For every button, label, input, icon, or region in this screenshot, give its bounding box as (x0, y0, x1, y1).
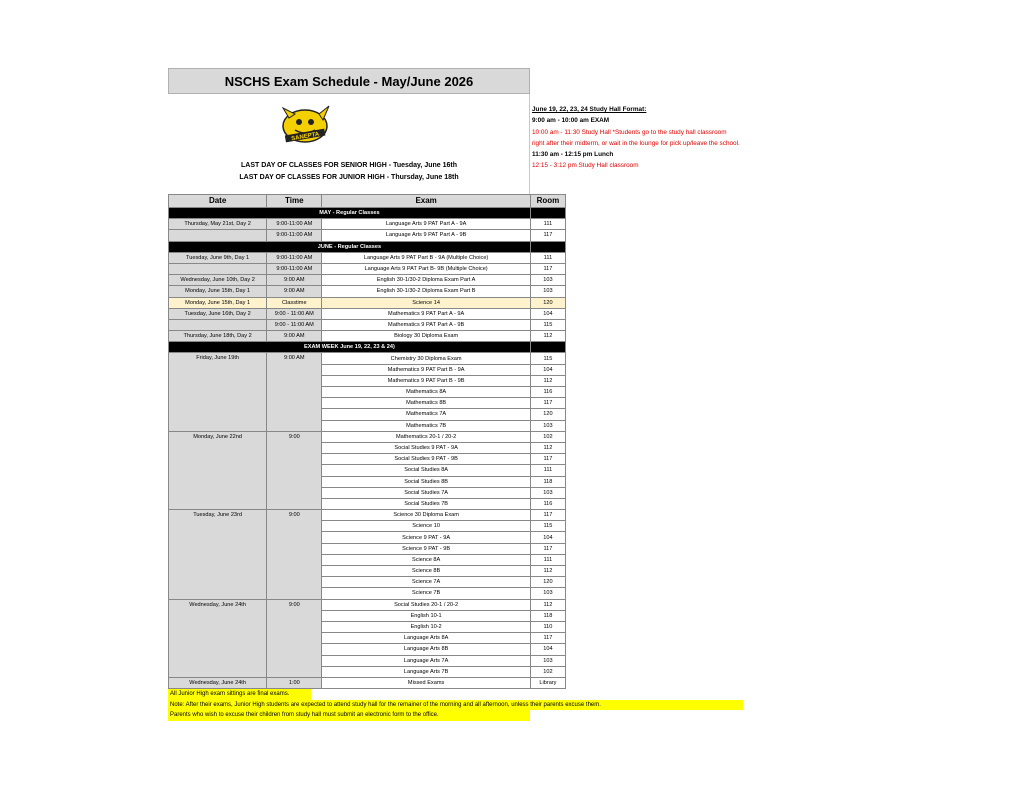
notes (168, 689, 743, 721)
exam-cell: Science 7B (322, 588, 531, 599)
room-cell: 120 (530, 577, 565, 588)
exam-cell: Language Arts 9 PAT Part B - 9A (Multiple Choice) (322, 252, 531, 263)
exam-cell: Mathematics 9 PAT Part A - 9A (322, 308, 531, 319)
date-cell: Friday, June 19th (169, 353, 267, 431)
time-cell: 9:00-11:00 AM (267, 252, 322, 263)
room-cell: 103 (530, 588, 565, 599)
page-title: NSCHS Exam Schedule - May/June 2026 (168, 68, 530, 94)
exam-cell: Social Studies 20-1 / 20-2 (322, 599, 531, 610)
section-room-empty (530, 241, 565, 252)
section-room-empty (530, 208, 565, 219)
table-row (169, 510, 566, 521)
exam-cell: Missed Exams (322, 677, 531, 688)
time-cell: 9:00-11:00 AM (267, 230, 322, 241)
room-cell: 103 (530, 420, 565, 431)
exam-cell: Science 30 Diploma Exam (322, 510, 531, 521)
note-study-hall: Note: After their exams, Junior High students are expected to attend study hall for the remainer of the morning and all afternoon, unless their parents excuse them. (168, 700, 743, 711)
exam-cell: Language Arts 9 PAT Part A - 9B (322, 230, 531, 241)
room-cell: 112 (530, 331, 565, 342)
room-cell: 111 (530, 252, 565, 263)
exam-cell: Mathematics 8A (322, 387, 531, 398)
exam-cell: Science 7A (322, 577, 531, 588)
exam-cell: Chemistry 30 Diploma Exam (322, 353, 531, 364)
study-hall-heading: June 19, 22, 23, 24 Study Hall Format: (532, 106, 647, 113)
exam-cell: Mathematics 7A (322, 409, 531, 420)
room-cell: 115 (530, 353, 565, 364)
time-cell: 9:00-11:00 AM (267, 219, 322, 230)
time-cell: 9:00 (267, 431, 322, 509)
room-cell: 104 (530, 532, 565, 543)
room-cell: 110 (530, 621, 565, 632)
table-row (169, 677, 566, 688)
exam-cell: Language Arts 7B (322, 666, 531, 677)
room-cell: 117 (530, 263, 565, 274)
room-cell: 103 (530, 275, 565, 286)
exam-cell: Social Studies 9 PAT - 9B (322, 454, 531, 465)
room-cell: 112 (530, 442, 565, 453)
last-day-senior-high: LAST DAY OF CLASSES FOR SENIOR HIGH - Tuesday, June 16th (241, 162, 457, 169)
date-cell: Tuesday, June 16th, Day 2 (169, 308, 267, 319)
time-cell: 9:00 AM (267, 275, 322, 286)
room-cell: 116 (530, 387, 565, 398)
study-hall-line: 10:00 am - 11:30 Study Hall *Students go to the study hall classroom (532, 128, 727, 136)
exam-cell: Science 9 PAT - 9A (322, 532, 531, 543)
column-header-exam: Exam (322, 195, 531, 208)
room-cell: 111 (530, 465, 565, 476)
room-cell: 117 (530, 230, 565, 241)
date-cell: Monday, June 15th, Day 1 (169, 286, 267, 297)
room-cell: 103 (530, 487, 565, 498)
header-block (168, 94, 530, 194)
time-cell: 9:00 - 11:00 AM (267, 319, 322, 330)
time-cell: 1:00 (267, 677, 322, 688)
table-row (169, 219, 566, 230)
room-cell: 102 (530, 431, 565, 442)
study-hall-line: 9:00 am - 10:00 am EXAM (532, 117, 610, 125)
room-cell: 103 (530, 655, 565, 666)
study-hall-format (532, 104, 740, 172)
exam-cell: Language Arts 8A (322, 633, 531, 644)
room-cell: 117 (530, 398, 565, 409)
date-cell (169, 319, 267, 330)
column-header-date: Date (169, 195, 267, 208)
room-cell: 120 (530, 409, 565, 420)
exam-cell: Social Studies 9 PAT - 9A (322, 442, 531, 453)
table-row (169, 353, 566, 364)
column-header-time: Time (267, 195, 322, 208)
exam-cell: Social Studies 7B (322, 498, 531, 509)
time-cell: 9:00-11:00 AM (267, 263, 322, 274)
exam-cell: Language Arts 9 PAT Part B- 9B (Multiple Choice) (322, 263, 531, 274)
table-row (169, 599, 566, 610)
room-cell: 117 (530, 633, 565, 644)
time-cell: 9:00 (267, 510, 322, 600)
room-cell: 104 (530, 308, 565, 319)
table-row (169, 275, 566, 286)
exam-cell: Science 8A (322, 554, 531, 565)
exam-cell: English 30-1/30-2 Diploma Exam Part B (322, 286, 531, 297)
svg-text:SANEPTA: SANEPTA (290, 131, 320, 143)
schedule-table (168, 194, 566, 689)
date-cell: Tuesday, June 9th, Day 1 (169, 252, 267, 263)
room-cell: 117 (530, 510, 565, 521)
room-cell: 112 (530, 375, 565, 386)
room-cell: 115 (530, 521, 565, 532)
table-row (169, 331, 566, 342)
exam-cell: Mathematics 9 PAT Part A - 9B (322, 319, 531, 330)
room-cell: 118 (530, 476, 565, 487)
exam-cell: Mathematics 9 PAT Part B - 9B (322, 375, 531, 386)
room-cell: 112 (530, 599, 565, 610)
time-cell: 9:00 - 11:00 AM (267, 308, 322, 319)
room-cell: 115 (530, 319, 565, 330)
table-row (169, 230, 566, 241)
room-cell: 111 (530, 554, 565, 565)
section-june (169, 241, 566, 252)
last-day-junior-high: LAST DAY OF CLASSES FOR JUNIOR HIGH - Thursday, June 18th (239, 174, 459, 181)
exam-cell: Science 10 (322, 521, 531, 532)
table-header-row (169, 195, 566, 208)
date-cell: Monday, June 22nd (169, 431, 267, 509)
exam-cell: Language Arts 9 PAT Part A - 9A (322, 219, 531, 230)
date-cell (169, 263, 267, 274)
table-row (169, 319, 566, 330)
study-hall-line: right after their midterm, or wait in the lounge for pick up/leave the school. (532, 139, 740, 147)
exam-cell: Mathematics 9 PAT Part B - 9A (322, 364, 531, 375)
table-row (169, 263, 566, 274)
room-cell: 102 (530, 666, 565, 677)
date-cell: Tuesday, June 23rd (169, 510, 267, 600)
section-label: JUNE - Regular Classes (169, 241, 531, 252)
room-cell: 118 (530, 610, 565, 621)
exam-cell: Biology 30 Diploma Exam (322, 331, 531, 342)
time-cell: 9:00 AM (267, 331, 322, 342)
time-cell: Classtime (267, 297, 322, 308)
exam-schedule-sheet (168, 68, 568, 689)
date-cell (169, 230, 267, 241)
table-row (169, 286, 566, 297)
date-cell: Wednesday, June 24th (169, 599, 267, 677)
table-row (169, 252, 566, 263)
exam-cell: Social Studies 7A (322, 487, 531, 498)
note-final-exams: All Junior High exam sittings are final exams. (168, 689, 311, 700)
time-cell: 9:00 AM (267, 286, 322, 297)
hornet-mascot-logo-icon (279, 102, 331, 146)
exam-cell: Social Studies 8B (322, 476, 531, 487)
section-label: MAY - Regular Classes (169, 208, 531, 219)
exam-cell: English 30-1/30-2 Diploma Exam Part A (322, 275, 531, 286)
exam-cell: Language Arts 7A (322, 655, 531, 666)
section-exam-week (169, 342, 566, 353)
section-room-empty (530, 342, 565, 353)
table-row (169, 297, 566, 308)
date-cell: Thursday, May 21st, Day 2 (169, 219, 267, 230)
date-cell: Thursday, June 18th, Day 2 (169, 331, 267, 342)
exam-cell: Social Studies 8A (322, 465, 531, 476)
exam-cell: Science 9 PAT - 9B (322, 543, 531, 554)
exam-cell: Mathematics 8B (322, 398, 531, 409)
note-excuse-form: Parents who wish to excuse their children from study hall must submit an electronic form to the office. (168, 710, 530, 721)
date-cell: Wednesday, June 24th (169, 677, 267, 688)
room-cell: 103 (530, 286, 565, 297)
exam-cell: Mathematics 20-1 / 20-2 (322, 431, 531, 442)
exam-cell: English 10-2 (322, 621, 531, 632)
time-cell: 9:00 (267, 599, 322, 677)
room-cell: 117 (530, 454, 565, 465)
room-cell: 112 (530, 566, 565, 577)
exam-cell: Language Arts 8B (322, 644, 531, 655)
study-hall-line: 11:30 am - 12:15 pm Lunch (532, 151, 614, 159)
room-cell: 116 (530, 498, 565, 509)
table-row (169, 431, 566, 442)
time-cell: 9:00 AM (267, 353, 322, 431)
room-cell: 120 (530, 297, 565, 308)
exam-cell: English 10-1 (322, 610, 531, 621)
column-header-room: Room (530, 195, 565, 208)
date-cell: Monday, June 15th, Day 1 (169, 297, 267, 308)
study-hall-line: 12:15 - 3:12 pm Study Hall classroom (532, 162, 639, 170)
section-label: EXAM WEEK June 19, 22, 23 & 24) (169, 342, 531, 353)
room-cell: 111 (530, 219, 565, 230)
room-cell: 104 (530, 364, 565, 375)
exam-cell: Science 14 (322, 297, 531, 308)
exam-cell: Science 8B (322, 566, 531, 577)
room-cell: 117 (530, 543, 565, 554)
date-cell: Wednesday, June 10th, Day 2 (169, 275, 267, 286)
room-cell: 104 (530, 644, 565, 655)
table-row (169, 308, 566, 319)
room-cell: Library (530, 677, 565, 688)
exam-cell: Mathematics 7B (322, 420, 531, 431)
section-may (169, 208, 566, 219)
